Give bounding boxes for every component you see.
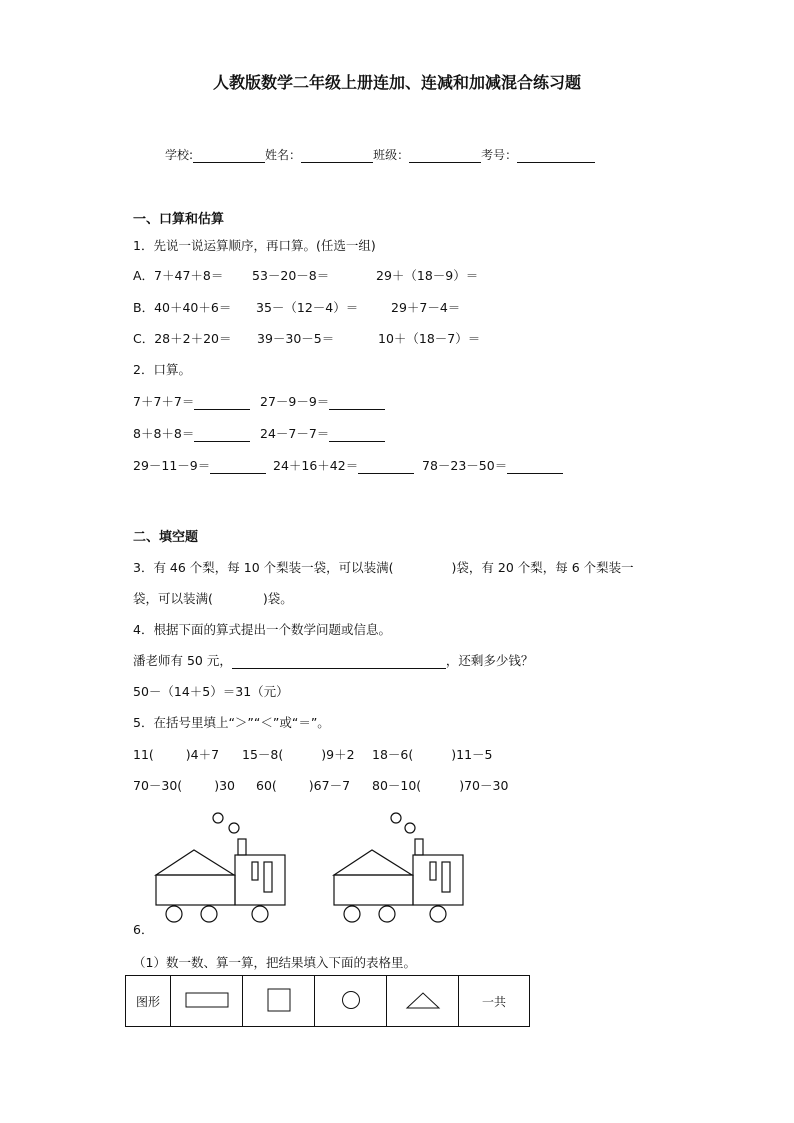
window bbox=[442, 862, 450, 892]
square-icon bbox=[267, 988, 291, 1012]
answer-blank[interactable] bbox=[194, 428, 250, 442]
answer-blank[interactable] bbox=[358, 460, 414, 474]
smoke-circle bbox=[405, 823, 415, 833]
circle-cell[interactable] bbox=[315, 976, 387, 1027]
wheel bbox=[166, 906, 182, 922]
question-blank[interactable] bbox=[232, 655, 446, 669]
answer-blank[interactable] bbox=[194, 396, 250, 410]
compare-1-1: 11( )4＋7 bbox=[133, 747, 220, 762]
wheel bbox=[430, 906, 446, 922]
rectangle-icon bbox=[185, 990, 229, 1010]
row-b-col1: B．40＋40＋6＝ bbox=[133, 300, 232, 315]
triangle-roof bbox=[156, 850, 234, 875]
compare-1-2: 15－8( )9＋2 bbox=[242, 747, 355, 762]
school-blank[interactable] bbox=[193, 149, 265, 163]
table-row bbox=[126, 976, 530, 1027]
question-1: 1．先说一说运算顺序，再口算。(任选一组) bbox=[133, 238, 376, 253]
question-3-line2: 袋，可以装满( )袋。 bbox=[133, 591, 293, 606]
row-c-col2: 39－30－5＝ bbox=[257, 331, 335, 346]
answer-blank[interactable] bbox=[210, 460, 266, 474]
row-b-col2: 35－（12－4）＝ bbox=[256, 300, 359, 315]
question-5: 5．在括号里填上“＞”“＜”或“＝”。 bbox=[133, 715, 330, 730]
answer-blank[interactable] bbox=[507, 460, 563, 474]
rectangle-car bbox=[334, 875, 413, 905]
page-title: 人教版数学二年级上册连加、连减和加减混合练习题 bbox=[212, 73, 581, 92]
row-b-col3: 29＋7－4＝ bbox=[391, 300, 461, 315]
oral-2-1: 8＋8＋8＝ bbox=[133, 424, 250, 442]
chimney bbox=[415, 839, 423, 855]
oral-1-2: 27－9－9＝ bbox=[260, 392, 385, 410]
answer-blank[interactable] bbox=[329, 396, 385, 410]
question-4-formula: 50－（14＋5）＝31（元） bbox=[133, 684, 289, 699]
question-2: 2．口算。 bbox=[133, 362, 191, 377]
wheel bbox=[201, 906, 217, 922]
number-label: 考号： bbox=[481, 148, 518, 162]
oral-3-3: 78－23－50＝ bbox=[422, 456, 563, 474]
chimney bbox=[238, 839, 246, 855]
row-a-col3: 29＋（18－9）＝ bbox=[376, 268, 479, 283]
row-a-col1: A．7＋47＋8＝ bbox=[133, 268, 224, 283]
compare-2-1: 70－30( )30 bbox=[133, 778, 235, 793]
triangle-icon bbox=[405, 990, 441, 1010]
train-figure-left bbox=[150, 808, 295, 928]
row-c-col3: 10＋（18－7）＝ bbox=[378, 331, 481, 346]
square-cabin bbox=[235, 855, 285, 905]
row-c-col1: C．28＋2＋20＝ bbox=[133, 331, 232, 346]
question-4-fill: 潘老师有 50 元， ，还剩多少钱？ bbox=[133, 653, 534, 668]
question-3-line1: 3．有 46 个梨，每 10 个梨装一袋，可以装满( )袋，有 20 个梨，每 6 个梨装一 bbox=[133, 560, 634, 575]
square-cell[interactable] bbox=[243, 976, 315, 1027]
circle-icon bbox=[341, 990, 361, 1010]
question-6: 6． bbox=[133, 922, 154, 937]
smoke-circle bbox=[213, 813, 223, 823]
compare-1-3: 18－6( )11－5 bbox=[372, 747, 493, 762]
window bbox=[264, 862, 272, 892]
wheel bbox=[344, 906, 360, 922]
train-figure-right bbox=[328, 808, 473, 928]
oral-1-1: 7＋7＋7＝ bbox=[133, 392, 250, 410]
count-table bbox=[125, 975, 530, 1027]
smoke-circle bbox=[229, 823, 239, 833]
question-4: 4．根据下面的算式提出一个数学问题或信息。 bbox=[133, 622, 391, 637]
table-header-cell: 图形 bbox=[126, 976, 171, 1027]
oral-3-2: 24＋16＋42＝ bbox=[273, 456, 414, 474]
class-label: 班级： bbox=[373, 148, 410, 162]
rectangle-car bbox=[156, 875, 235, 905]
section1-heading: 一、口算和估算 bbox=[133, 212, 225, 227]
triangle-roof bbox=[334, 850, 412, 875]
window bbox=[252, 862, 258, 880]
answer-blank[interactable] bbox=[329, 428, 385, 442]
student-info-row bbox=[165, 146, 595, 163]
oral-2-2: 24－7－7＝ bbox=[260, 424, 385, 442]
question-6-sub: （1）数一数、算一算，把结果填入下面的表格里。 bbox=[133, 955, 416, 970]
window bbox=[430, 862, 436, 880]
number-blank[interactable] bbox=[517, 149, 595, 163]
triangle-cell[interactable] bbox=[387, 976, 459, 1027]
class-blank[interactable] bbox=[409, 149, 481, 163]
total-cell[interactable]: 一共 bbox=[459, 976, 530, 1027]
compare-2-2: 60( )67－7 bbox=[256, 778, 351, 793]
name-blank[interactable] bbox=[301, 149, 373, 163]
school-label: 学校: bbox=[165, 148, 194, 162]
name-label: 姓名： bbox=[265, 148, 302, 162]
section2-heading: 二、填空题 bbox=[133, 530, 199, 545]
square-cabin bbox=[413, 855, 463, 905]
wheel bbox=[379, 906, 395, 922]
wheel bbox=[252, 906, 268, 922]
rectangle-cell[interactable] bbox=[171, 976, 243, 1027]
row-a-col2: 53－20－8＝ bbox=[252, 268, 330, 283]
smoke-circle bbox=[391, 813, 401, 823]
compare-2-3: 80－10( )70－30 bbox=[372, 778, 509, 793]
oral-3-1: 29－11－9＝ bbox=[133, 456, 266, 474]
